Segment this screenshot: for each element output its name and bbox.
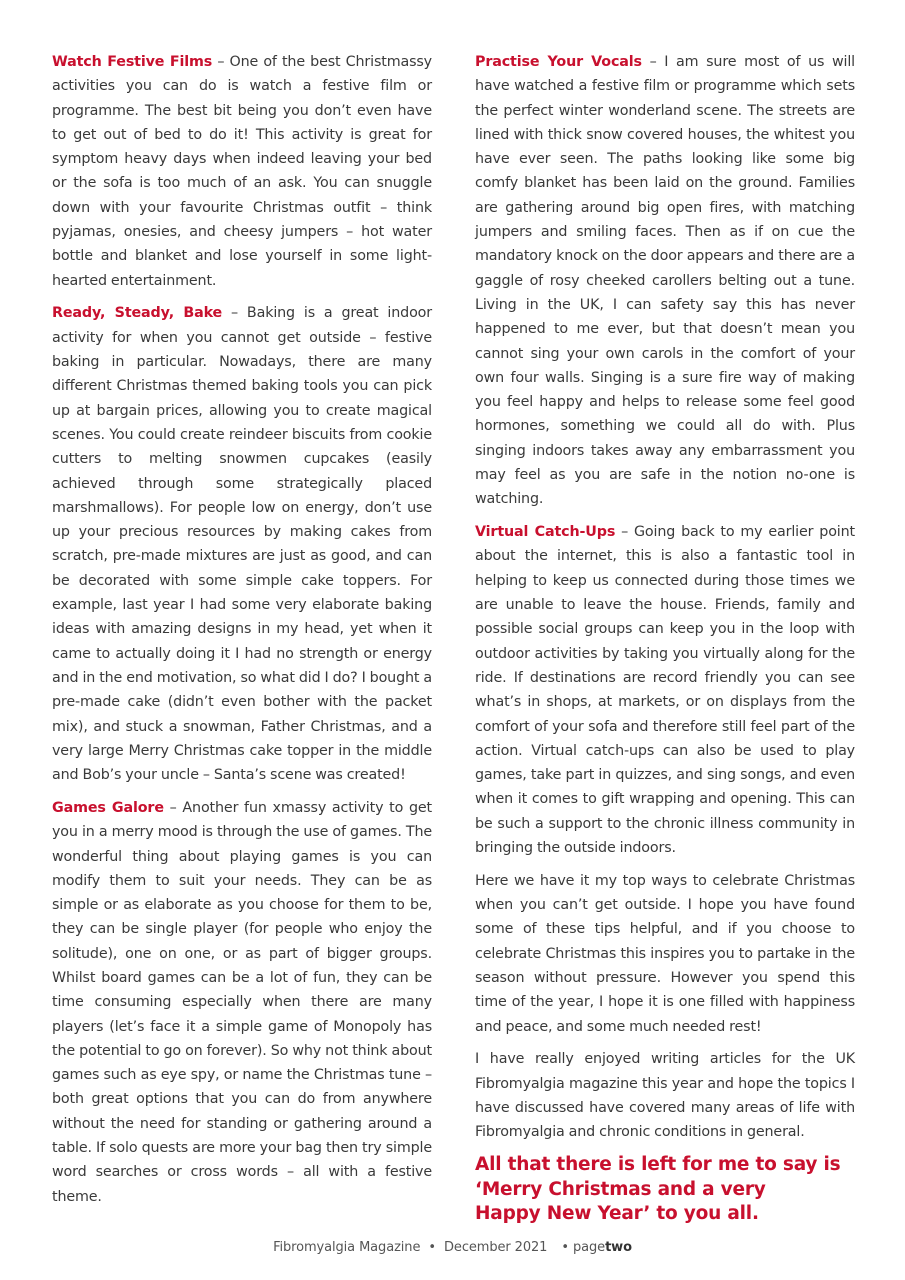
section-practise-your-vocals (475, 50, 855, 512)
section-body: – I am sure most of us will have watched a festive film or programme which sets the perfect winter wonderland scene. The streets are lined with thick snow covered houses, the whitest you have ever seen. The paths looking like some big comfy blanket has been laid on the ground. Families are gathering around big open fires, with matching jumpers and smiling faces. Then as if on cue the mandatory knock on the door appears and there are a gaggle of rosy cheeked carollers belting out a tune. Living in the UK, I can safety say this has never happened to me ever, but that doesn’t mean you cannot sing your own carols in the comfort of your own four walls. Singing is a sure fire way of making you feel happy and helps to release some feel good hormones, something we could all do with. Plus singing indoors takes away any embarrassment you may feel as you are safe in the notion no-one is watching. (475, 54, 855, 508)
section-body: – Going back to my earlier point about the internet, this is also a fantastic tool in helping to keep us connected during those times we are unable to leave the house. Friends, family and possible social groups can keep you in the loop with outdoor activities by taking you virtually along for the ride. If destinations are record friendly you can see what’s in shops, at markets, or on displays from the comfort of your sofa and therefore still feel part of the action. Virtual catch-ups can also be used to play games, take part in quizzes, and sing songs, and even when it comes to gift wrapping and opening. This can be such a support to the chronic illness community in bringing the outside indoors. (475, 524, 855, 856)
closing-line: ‘Merry Christmas and a very (475, 1178, 766, 1200)
section-ready-steady-bake (52, 301, 432, 787)
section-games-galore (52, 796, 432, 1209)
right-column (475, 50, 855, 1227)
section-body: – One of the best Christmassy activities you can do is watch a festive film or programme. The best bit being you don’t even have to get out of bed to do it! This activity is great for symptom heavy days when indeed leaving your bed or the sofa is too much of an ask. You can snuggle down with your favourite Christmas outfit – think pyjamas, onesies, and cheesy jumpers – hot water bottle and blanket and lose yourself in some light-hearted entertainment. (52, 54, 432, 289)
conclusion-paragraph (475, 869, 855, 1039)
section-virtual-catch-ups (475, 520, 855, 860)
bullet-separator: • (428, 1240, 436, 1255)
paragraph-body: I have really enjoyed writing articles for the UK Fibromyalgia magazine this year and hope the topics I have discussed have covered many areas of life with Fibromyalgia and chronic conditions in general. (475, 1051, 855, 1141)
paragraph-body: Here we have it my top ways to celebrate Christmas when you can’t get outside. I hope you have found some of these tips helpful, and if you choose to celebrate Christmas this inspires you to partake in the season without pressure. However you spend this time of the year, I hope it is one filled with happiness and peace, and some much needed rest! (475, 872, 855, 1035)
section-heading: Practise Your Vocals (475, 54, 642, 70)
closing-line: All that there is left for me to say is (475, 1154, 841, 1176)
section-heading: Games Galore (52, 799, 164, 816)
closing-greeting (475, 1153, 855, 1227)
page-footer (0, 1240, 905, 1255)
bullet-separator: • (561, 1240, 569, 1255)
issue-date: December 2021 (444, 1240, 548, 1255)
author-note-paragraph (475, 1047, 855, 1144)
section-heading: Ready, Steady, Bake (52, 305, 223, 322)
section-watch-festive-films (52, 50, 432, 293)
page-number: two (605, 1240, 632, 1255)
closing-line: Happy New Year’ to you all. (475, 1203, 759, 1225)
section-heading: Watch Festive Films (52, 54, 213, 70)
left-column (52, 50, 432, 1217)
section-heading: Virtual Catch-Ups (475, 524, 616, 541)
page-label: page (572, 1240, 606, 1255)
section-body: – Another fun xmassy activity to get you in a merry mood is through the use of games. The wonderful thing about playing games is you can modify them to suit your needs. They can be as simple or as elaborate as you choose for them to be, they can be single player (for people who enjoy the solitude), one on one, or as part of bigger groups. Whilst board games can be a lot of fun, they can be time consuming especially when there are many players (let’s face it a simple game of Monopoly has the potential to go on forever). So why not think about games such as eye spy, or name the Christmas tune – both great options that you can do from anywhere without the need for standing or gathering around a table. If solo quests are more your bag then try simple word searches or cross words – all with a festive theme. (52, 799, 432, 1205)
publication-name: Fibromyalgia Magazine (273, 1240, 421, 1255)
section-body: – Baking is a great indoor activity for when you cannot get outside – festive baking in particular. Nowadays, there are many different Christmas themed baking tools you can pick up at bargain prices, allowing you to create magical scenes. You could create reindeer biscuits from cookie cutters to melting snowmen cupcakes (easily achieved through some strategically placed marshmallows). For people low on energy, don’t use up your precious resources by making cakes from scratch, pre-made mixtures are just as good, and can be decorated with some simple cake toppers. For example, last year I had some very elaborate baking ideas with amazing designs in my head, yet when it came to actually doing it I had no strength or energy and in the end motivation, so what did I do? I bought a pre-made cake (didn’t even bother with the packet mix), and stuck a snowman, Father Christmas, and a very large Merry Christmas cake topper in the middle and Bob’s your uncle – Santa’s scene was created! (52, 305, 433, 784)
